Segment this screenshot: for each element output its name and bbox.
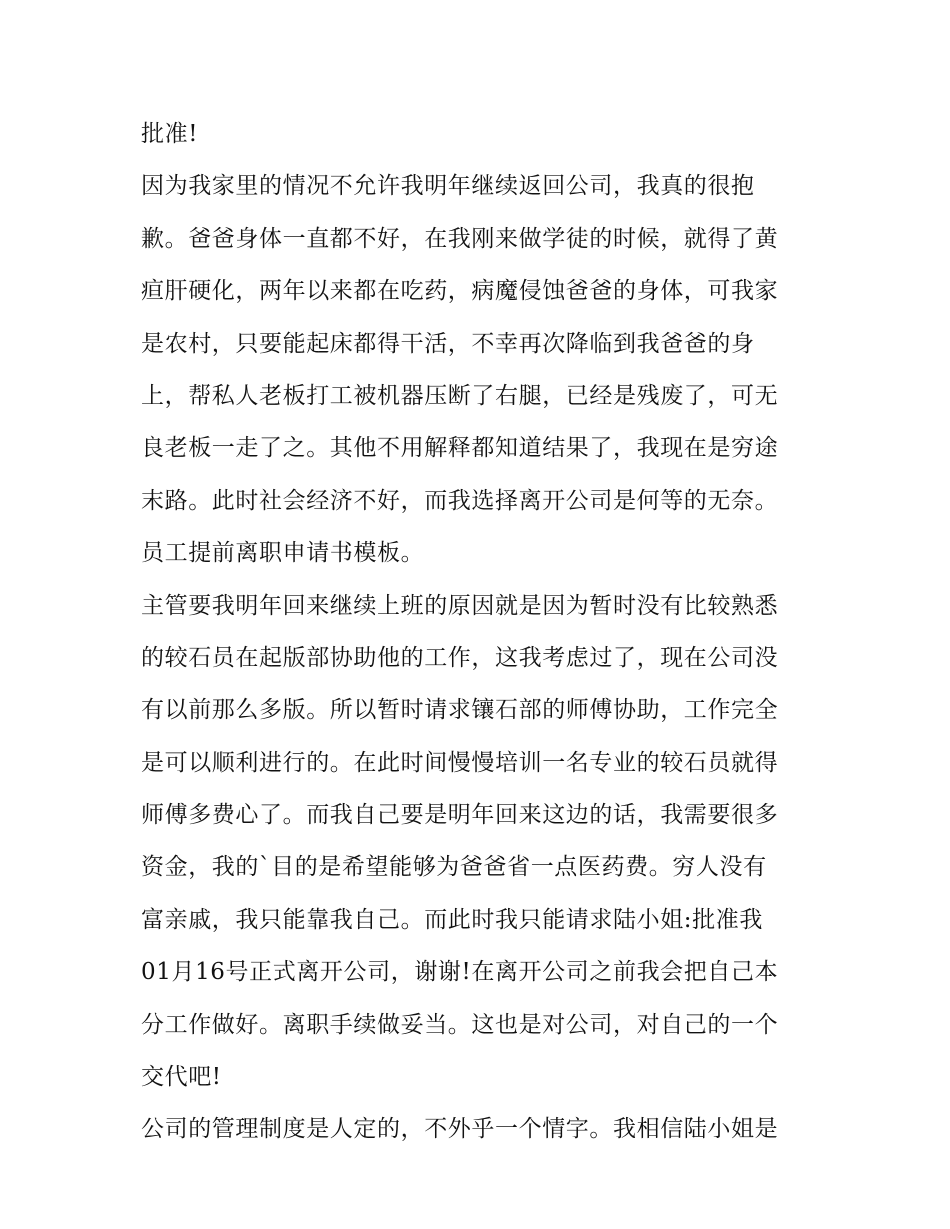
text-line: 01月16号正式离开公司，谢谢!在离开公司之前我会把自己本 [141,959,779,986]
text-line: 有以前那么多版。所以暂时请求镶石部的师傅协助，工作完全 [141,697,779,724]
text-line: 公司的管理制度是人定的，不外乎一个情字。我相信陆小姐是 [141,1116,779,1143]
text-line: 批准! [141,121,199,147]
text-line: 富亲戚，我只能靠我自己。而此时我只能请求陆小姐:批准我 [141,906,763,933]
text-line: 末路。此时社会经济不好，而我选择离开公司是何等的无奈。 [141,487,779,514]
text-line: 交代吧! [141,1064,222,1091]
text-line: 分工作做好。离职手续做妥当。这也是对公司，对自己的一个 [141,1011,779,1038]
text-line: 歉。爸爸身体一直都不好，在我刚来做学徒的时候，就得了黄 [141,225,779,252]
text-line: 是农村，只要能起床都得干活，不幸再次降临到我爸爸的身 [141,330,755,357]
text-line: 是可以顺利进行的。在此时间慢慢培训一名专业的较石员就得 [141,749,779,776]
text-line: 资金，我的`目的是希望能够为爸爸省一点医药费。穷人没有 [141,854,767,881]
text-line: 良老板一走了之。其他不用解释都知道结果了，我现在是穷途 [141,435,779,462]
text-line: 员工提前离职申请书模板。 [141,540,425,567]
document-body [141,108,821,1156]
text-line: 师傅多费心了。而我自己要是明年回来这边的话，我需要很多 [141,802,779,829]
text-line: 主管要我明年回来继续上班的原因就是因为暂时没有比较熟悉 [141,592,779,619]
text-line: 上，帮私人老板打工被机器压断了右腿，已经是残废了，可无 [141,382,779,409]
text-line: 因为我家里的情况不允许我明年继续返回公司，我真的很抱 [141,173,755,200]
text-line: 疸肝硬化，两年以来都在吃药，病魔侵蚀爸爸的身体，可我家 [141,278,779,305]
text-line: 的较石员在起版部协助他的工作，这我考虑过了，现在公司没 [141,644,779,671]
